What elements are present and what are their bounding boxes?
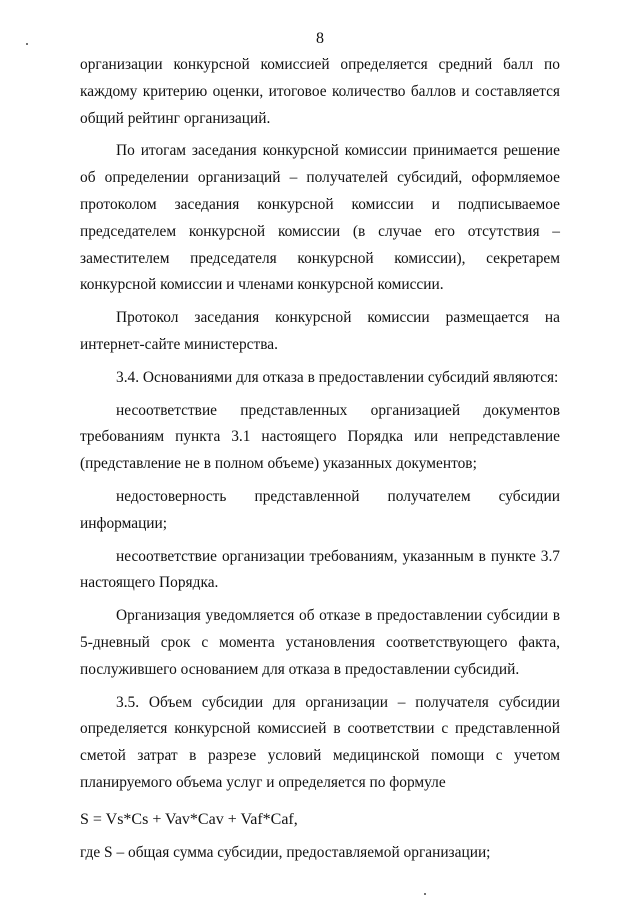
paragraph-refusal-notice: Организация уведомляется об отказе в предоставлении субсидии в 5-дневный срок с момента установления соответствующего факта, послужившего основанием для отказа в предоставлении субсидий. xyxy=(80,607,560,678)
refusal-reason-1: несоответствие представленных организацией документов требованиям пункта 3.1 настоящего Порядка или непредставление (представление не в полном объеме) указанных документов; xyxy=(80,401,560,473)
document-body xyxy=(80,52,560,866)
formula-explanation: где S – общая сумма субсидии, предоставляемой организации; xyxy=(80,843,491,861)
subsidy-formula: S = Vs*Cs + Vav*Cav + Vaf*Caf, xyxy=(80,810,298,828)
scan-speck xyxy=(26,43,28,45)
paragraph-commission-decision: По итогам заседания конкурсной комиссии принимается решение об определении организаций – получателей субсидий, оформляемое протоколом заседания конкурсной комиссии и подписываемое председателем конкурсной комиссии (в случае его отсутствия – заместителем председателя конкурсной комиссии), секретарем конкурсной комиссии и членами конкурсной комиссии. xyxy=(80,142,560,294)
refusal-reason-3: несоответствие организации требованиям, указанным в пункте 3.7 настоящего Порядка. xyxy=(80,547,560,592)
paragraph-continuation: организации конкурсной комиссией определяется средний балл по каждому критерию оценки, итоговое количество баллов и составляется общий рейтинг организаций. xyxy=(80,56,560,127)
paragraph-protocol-publication: Протокол заседания конкурсной комиссии размещается на интернет-сайте министерства. xyxy=(80,309,560,353)
page-number: 8 xyxy=(316,30,324,47)
scan-speck xyxy=(424,893,426,895)
section-3-4-heading: 3.4. Основаниями для отказа в предоставлении субсидий являются: xyxy=(116,368,559,386)
refusal-reason-2: недостоверность представленной получателем субсидии информации; xyxy=(80,487,560,532)
section-3-5-paragraph: 3.5. Объем субсидии для организации – получателя субсидии определяется конкурсной комиссией в соответствии с представленной сметой затрат в разрезе условий медицинской помощи с учетом планируемого объема услуг и определяется по формуле xyxy=(80,693,560,791)
